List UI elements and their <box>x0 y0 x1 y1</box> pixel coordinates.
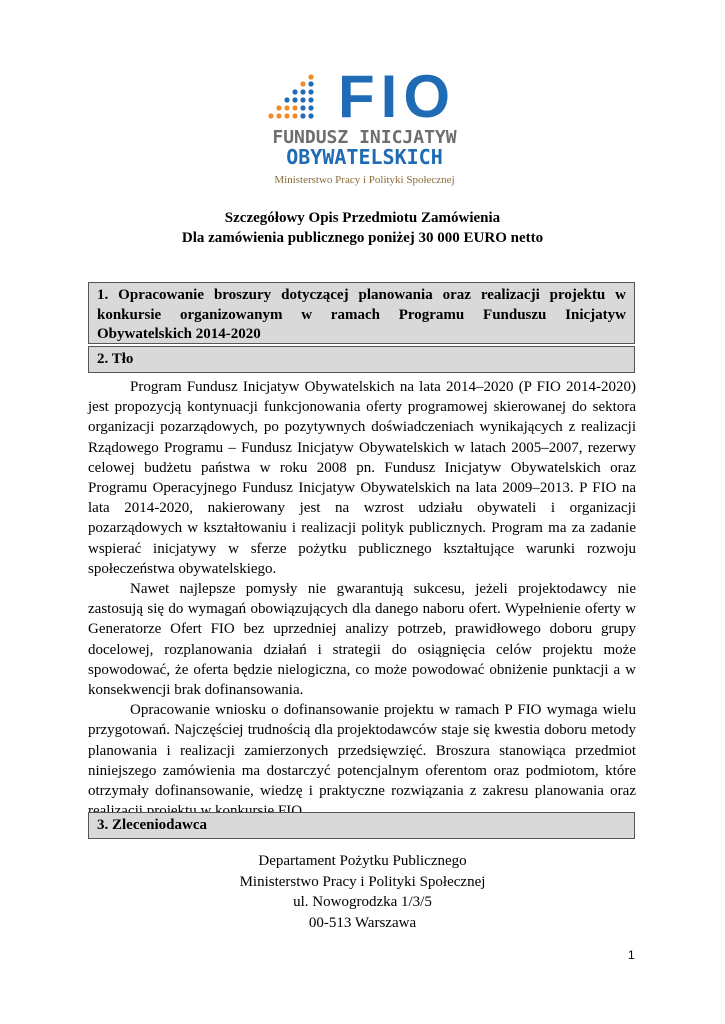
document-title: Szczegółowy Opis Przedmiotu Zamówienia <box>224 210 501 226</box>
address-ministry: Ministerstwo Pracy i Polityki Społecznej <box>239 873 486 890</box>
dots-graphic-icon <box>267 74 315 120</box>
address-department: Departament Pożytku Publicznego <box>258 853 467 869</box>
section-3-heading: 3. Zleceniodawca <box>88 812 635 839</box>
contractor-address <box>0 851 725 933</box>
document-subtitle: Dla zamówienia publicznego poniżej 30 000 EURO netto <box>181 230 544 246</box>
background-text <box>88 377 636 821</box>
page-number: 1 <box>628 948 635 962</box>
fio-logo <box>262 63 467 192</box>
address-city: 00-513 Warszawa <box>308 914 417 931</box>
logo-line-1: FUNDUSZ INICJATYW <box>272 127 457 148</box>
logo-line-2: OBYWATELSKICH <box>286 145 443 169</box>
address-street: ul. Nowogrodzka 1/3/5 <box>293 894 432 910</box>
paragraph-2: Nawet najlepsze pomysły nie gwarantują sukcesu, jeżeli projektodawcy nie zastosują się do wymagań obowiązujących dla danego naboru ofert. Wypełnienie oferty w Generatorze Ofert FIO bez uprzedniej analizy potrzeb, prawidłowego doboru grupy docelowej, rozplanowania działań i strategii do osiągnięcia celów projektu może spowodować, że oferta będzie nielogiczna, co może powodować obniżenie punktacji a w konsekwencji brak dofinansowania. <box>88 581 636 699</box>
section-1-heading: 1. Opracowanie broszury dotyczącej planowania oraz realizacji projektu w konkursie organizowanym w ramach Programu Funduszu Inicjatyw Obywatelskich 2014-2020 <box>88 282 635 344</box>
paragraph-3: Opracowanie wniosku o dofinansowanie projektu w ramach P FIO wymaga wielu przygotowań. Najczęściej trudnością dla projektodawców staje się kwestia doboru metody planowania i realizacji zamierzonych przedsięwzięć. Broszura stanowiąca przedmiot niniejszego zamówienia ma dostarczyć potencjalnym oferentom oraz podmiotom, które otrzymały dofinansowanie, wiedzę i praktyczne rozwiązania z zakresu planowania oraz <box>88 702 636 800</box>
paragraph-1: Program Fundusz Inicjatyw Obywatelskich na lata 2014–2020 (P FIO 2014-2020) jest propozycją kontynuacji funkcjonowania oferty programowej skierowanej do sektora organizacji pozarządowych, po pozytywnych doświadczeniach wynikających z realizacji Rządowego Programu – Fundusz Inicjatyw Obywatelskich w latach 2005–2007, rezerwy celowej budżetu państwa w roku 2008 pn. Fundusz Inicjatyw Obywatelskich oraz Programu Operacyjnego Fundusz Inicjatyw Obywatelskich na lata 2009–2013. P FIO na lata 2014-2020, nakierowany jest na wzrost udziału obywateli i organizacji pozarządowych w kształtowaniu i realizacji polityk publicznych. Program ma za zadanie wspierać inicjatywy w sferze pożytku publicznego kształtujące warunki rozwoju społeczeństwa obywatelskiego. <box>88 379 636 577</box>
logo-ministry: Ministerstwo Pracy i Polityki Społecznej <box>274 174 455 186</box>
logo-brand: FIO <box>338 63 456 130</box>
section-2-heading: 2. Tło <box>88 346 635 373</box>
